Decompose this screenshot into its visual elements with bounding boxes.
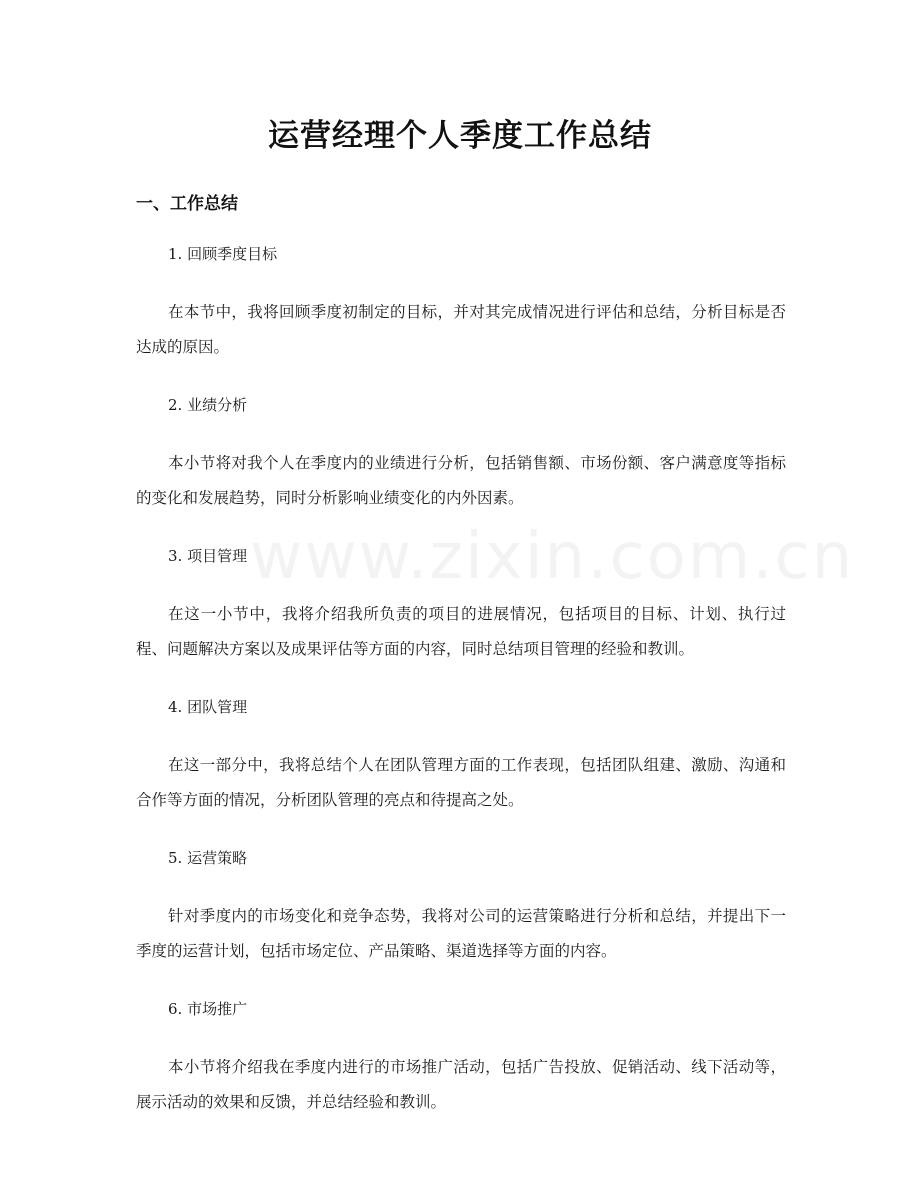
watermark: www.zixin.com.cn [250, 520, 855, 594]
item-heading: 5. 运营策略 [168, 849, 248, 867]
summary-item [136, 844, 786, 969]
item-paragraph: 在本节中，我将回顾季度初制定的目标，并对其完成情况进行评估和总结，分析目标是否达成的原因。 [136, 303, 786, 356]
item-paragraph: 在这一部分中，我将总结个人在团队管理方面的工作表现，包括团队组建、激励、沟通和合作等方面的情况，分析团队管理的亮点和待提高之处。 [136, 756, 786, 809]
summary-item [136, 995, 786, 1120]
item-paragraph: 针对季度内的市场变化和竞争态势，我将对公司的运营策略进行分析和总结，并提出下一季度的运营计划，包括市场定位、产品策略、渠道选择等方面的内容。 [136, 907, 786, 960]
summary-item [136, 693, 786, 818]
item-paragraph: 本小节将介绍我在季度内进行的市场推广活动，包括广告投放、促销活动、线下活动等，展示活动的效果和反馈，并总结经验和教训。 [136, 1058, 786, 1111]
section-heading: 一、工作总结 [136, 194, 238, 214]
item-heading: 1. 回顾季度目标 [168, 245, 278, 263]
summary-item [136, 240, 786, 365]
item-heading: 6. 市场推广 [168, 1000, 248, 1018]
summary-item [136, 542, 786, 667]
item-heading: 3. 项目管理 [168, 547, 248, 565]
document-body [136, 240, 786, 1146]
item-heading: 2. 业绩分析 [168, 396, 248, 414]
item-paragraph: 在这一小节中，我将介绍我所负责的项目的进展情况，包括项目的目标、计划、执行过程、问题解决方案以及成果评估等方面的内容，同时总结项目管理的经验和教训。 [136, 605, 786, 658]
item-paragraph: 本小节将对我个人在季度内的业绩进行分析，包括销售额、市场份额、客户满意度等指标的变化和发展趋势，同时分析影响业绩变化的内外因素。 [136, 454, 786, 507]
summary-item [136, 391, 786, 516]
item-heading: 4. 团队管理 [168, 698, 248, 716]
document-title: 运营经理个人季度工作总结 [268, 118, 652, 154]
